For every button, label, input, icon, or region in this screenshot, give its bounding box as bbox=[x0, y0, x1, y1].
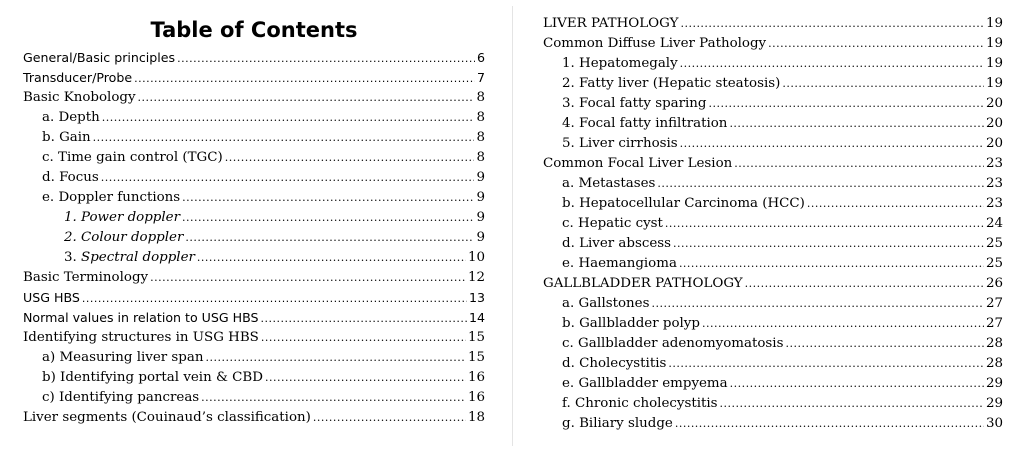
dot-leader bbox=[138, 88, 475, 108]
toc-entry[interactable] bbox=[543, 94, 1003, 114]
dot-leader bbox=[680, 14, 984, 34]
toc-entry[interactable] bbox=[543, 314, 1003, 334]
toc-entry[interactable] bbox=[23, 108, 485, 128]
dot-leader bbox=[675, 414, 984, 434]
dot-leader bbox=[668, 354, 984, 374]
toc-entry[interactable] bbox=[23, 88, 485, 108]
toc-entry[interactable] bbox=[23, 328, 485, 348]
dot-leader bbox=[261, 309, 467, 329]
dot-leader bbox=[313, 408, 466, 428]
toc-entry[interactable] bbox=[543, 54, 1003, 74]
dot-leader bbox=[182, 188, 474, 208]
toc-entry[interactable] bbox=[23, 128, 485, 148]
toc-entry[interactable] bbox=[543, 354, 1003, 374]
toc-entry-label: 1. Hepatomegaly bbox=[562, 56, 678, 71]
toc-entry-page-number: 20 bbox=[985, 116, 1003, 131]
toc-entry-label: a. Depth bbox=[42, 110, 100, 125]
toc-entry-page-number: 8 bbox=[476, 130, 485, 145]
toc-entry-page-number: 9 bbox=[476, 230, 485, 245]
toc-entry-label: 2. Colour doppler bbox=[64, 230, 184, 245]
toc-entry-label: Common Focal Liver Lesion bbox=[543, 156, 733, 171]
toc-entry-label: General/Basic principles bbox=[23, 50, 176, 65]
toc-entry-page-number: 16 bbox=[467, 390, 485, 405]
dot-leader bbox=[729, 114, 984, 134]
dot-leader bbox=[745, 274, 984, 294]
toc-entry-page-number: 23 bbox=[985, 156, 1003, 171]
toc-entry-label: USG HBS bbox=[23, 290, 80, 305]
toc-entry-page-number: 14 bbox=[468, 310, 485, 325]
toc-entry-label: Basic Knobology bbox=[23, 90, 136, 105]
toc-entry-label: 4. Focal fatty infiltration bbox=[562, 116, 728, 131]
dot-leader bbox=[225, 148, 475, 168]
toc-entry-label: d. Cholecystitis bbox=[562, 356, 667, 371]
dot-leader bbox=[182, 208, 474, 228]
toc-entry-label: LIVER PATHOLOGY bbox=[543, 16, 679, 31]
toc-entry[interactable] bbox=[23, 348, 485, 368]
toc-entry-page-number: 29 bbox=[985, 376, 1003, 391]
toc-entry[interactable] bbox=[23, 408, 485, 428]
toc-entry[interactable] bbox=[23, 208, 485, 228]
dot-leader bbox=[265, 368, 466, 388]
toc-entry-page-number: 20 bbox=[985, 136, 1003, 151]
toc-entry-page-number: 30 bbox=[985, 416, 1003, 431]
toc-entry[interactable] bbox=[23, 228, 485, 248]
toc-entry[interactable] bbox=[543, 294, 1003, 314]
dot-leader bbox=[93, 128, 475, 148]
toc-entry-page-number: 27 bbox=[985, 316, 1003, 331]
dot-leader bbox=[730, 374, 984, 394]
toc-entry-page-number: 19 bbox=[985, 76, 1003, 91]
dot-leader bbox=[205, 348, 465, 368]
dot-leader bbox=[201, 388, 466, 408]
toc-entry-page-number: 23 bbox=[985, 196, 1003, 211]
toc-entry-label: b. Gallbladder polyp bbox=[562, 316, 700, 331]
toc-entry[interactable] bbox=[543, 414, 1003, 434]
toc-entry-page-number: 19 bbox=[985, 56, 1003, 71]
toc-entry-label: 3. Spectral doppler bbox=[64, 250, 195, 265]
toc-left-list bbox=[23, 48, 485, 428]
dot-leader bbox=[709, 94, 984, 114]
toc-entry-label: Common Diffuse Liver Pathology bbox=[543, 36, 767, 51]
toc-entry[interactable] bbox=[543, 154, 1003, 174]
toc-entry-page-number: 8 bbox=[476, 110, 485, 125]
dot-leader bbox=[679, 254, 984, 274]
toc-entry[interactable] bbox=[543, 254, 1003, 274]
toc-entry-label: 1. Power doppler bbox=[64, 210, 180, 225]
toc-entry-page-number: 15 bbox=[467, 330, 485, 345]
dot-leader bbox=[673, 234, 984, 254]
toc-entry[interactable] bbox=[543, 74, 1003, 94]
dot-leader bbox=[768, 34, 984, 54]
dot-leader bbox=[665, 214, 984, 234]
dot-leader bbox=[134, 69, 475, 89]
toc-entry-page-number: 13 bbox=[468, 290, 485, 305]
dot-leader bbox=[102, 108, 475, 128]
toc-entry-label: e. Gallbladder empyema bbox=[562, 376, 728, 391]
toc-entry-page-number: 28 bbox=[985, 356, 1003, 371]
toc-entry-page-number: 7 bbox=[476, 70, 485, 85]
toc-entry-page-number: 19 bbox=[985, 16, 1003, 31]
toc-entry-label: a. Gallstones bbox=[562, 296, 650, 311]
toc-entry[interactable] bbox=[23, 388, 485, 408]
toc-entry[interactable] bbox=[23, 368, 485, 388]
toc-entry-label: c) Identifying pancreas bbox=[42, 390, 200, 405]
toc-entry-label: a. Metastases bbox=[562, 176, 656, 191]
toc-entry-label: c. Gallbladder adenomyomatosis bbox=[562, 336, 784, 351]
toc-entry[interactable] bbox=[23, 68, 485, 88]
column-divider bbox=[512, 6, 513, 446]
toc-entry-page-number: 9 bbox=[476, 170, 485, 185]
toc-entry-label: 2. Fatty liver (Hepatic steatosis) bbox=[562, 76, 781, 91]
toc-entry[interactable] bbox=[543, 114, 1003, 134]
toc-entry[interactable] bbox=[23, 188, 485, 208]
toc-entry-label: GALLBLADDER PATHOLOGY bbox=[543, 276, 743, 291]
dot-leader bbox=[197, 248, 466, 268]
toc-entry[interactable] bbox=[543, 274, 1003, 294]
toc-entry-page-number: 28 bbox=[985, 336, 1003, 351]
dot-leader bbox=[734, 154, 984, 174]
dot-leader bbox=[101, 168, 475, 188]
toc-entry-label: c. Hepatic cyst bbox=[562, 216, 663, 231]
dot-leader bbox=[261, 328, 466, 348]
toc-entry-page-number: 24 bbox=[985, 216, 1003, 231]
toc-entry-page-number: 8 bbox=[476, 150, 485, 165]
toc-entry-page-number: 10 bbox=[467, 250, 485, 265]
toc-entry[interactable] bbox=[23, 248, 485, 268]
dot-leader bbox=[150, 268, 466, 288]
toc-entry-label: a) Measuring liver span bbox=[42, 350, 204, 365]
toc-entry[interactable] bbox=[543, 394, 1003, 414]
toc-entry-label: Normal values in relation to USG HBS bbox=[23, 310, 259, 325]
toc-entry-page-number: 15 bbox=[467, 350, 485, 365]
toc-entry-label: d. Liver abscess bbox=[562, 236, 672, 251]
toc-entry[interactable] bbox=[23, 288, 485, 308]
dot-leader bbox=[720, 394, 984, 414]
toc-entry-page-number: 20 bbox=[985, 96, 1003, 111]
toc-entry-page-number: 23 bbox=[985, 176, 1003, 191]
toc-entry-label: e. Doppler functions bbox=[42, 190, 181, 205]
toc-entry-label: g. Biliary sludge bbox=[562, 416, 673, 431]
toc-left-column bbox=[23, 14, 485, 428]
toc-entry-label: 3. Focal fatty sparing bbox=[562, 96, 707, 111]
toc-entry[interactable] bbox=[23, 148, 485, 168]
toc-entry[interactable] bbox=[23, 308, 485, 328]
toc-entry-page-number: 6 bbox=[476, 50, 485, 65]
toc-entry[interactable] bbox=[23, 168, 485, 188]
toc-entry-label: b. Gain bbox=[42, 130, 91, 145]
toc-entry[interactable] bbox=[543, 214, 1003, 234]
toc-entry-label: 5. Liver cirrhosis bbox=[562, 136, 678, 151]
toc-entry-label: Transducer/Probe bbox=[23, 70, 133, 85]
toc-entry-page-number: 19 bbox=[985, 36, 1003, 51]
toc-entry-label: Identifying structures in USG HBS bbox=[23, 330, 259, 345]
dot-leader bbox=[785, 334, 983, 354]
dot-leader bbox=[702, 314, 984, 334]
toc-entry-page-number: 18 bbox=[467, 410, 485, 425]
toc-entry[interactable] bbox=[543, 134, 1003, 154]
toc-entry-page-number: 25 bbox=[985, 256, 1003, 271]
toc-entry[interactable] bbox=[543, 174, 1003, 194]
toc-entry[interactable] bbox=[23, 48, 485, 68]
toc-entry[interactable] bbox=[543, 234, 1003, 254]
toc-entry-page-number: 25 bbox=[985, 236, 1003, 251]
page-title: Table of Contents bbox=[150, 18, 358, 42]
dot-leader bbox=[680, 54, 984, 74]
toc-entry-page-number: 26 bbox=[985, 276, 1003, 291]
dot-leader bbox=[651, 294, 983, 314]
toc-right-column bbox=[543, 14, 1003, 434]
dot-leader bbox=[657, 174, 984, 194]
toc-entry-label: c. Time gain control (TGC) bbox=[42, 150, 223, 165]
dot-leader bbox=[177, 49, 475, 69]
toc-entry-page-number: 29 bbox=[985, 396, 1003, 411]
toc-right-list bbox=[543, 14, 1003, 434]
dot-leader bbox=[82, 289, 467, 309]
toc-entry-label: Liver segments (Couinaud’s classification) bbox=[23, 410, 311, 425]
toc-entry-page-number: 9 bbox=[476, 190, 485, 205]
dot-leader bbox=[782, 74, 984, 94]
toc-entry-label: b) Identifying portal vein & CBD bbox=[42, 370, 263, 385]
toc-entry[interactable] bbox=[543, 374, 1003, 394]
toc-entry[interactable] bbox=[543, 14, 1003, 34]
toc-entry[interactable] bbox=[543, 334, 1003, 354]
toc-entry-page-number: 16 bbox=[467, 370, 485, 385]
toc-entry-page-number: 9 bbox=[476, 210, 485, 225]
toc-entry[interactable] bbox=[543, 194, 1003, 214]
toc-entry-label: d. Focus bbox=[42, 170, 99, 185]
toc-entry-page-number: 27 bbox=[985, 296, 1003, 311]
toc-entry-label: Basic Terminology bbox=[23, 270, 149, 285]
dot-leader bbox=[680, 134, 984, 154]
toc-entry-label: e. Haemangioma bbox=[562, 256, 677, 271]
toc-entry-label: b. Hepatocellular Carcinoma (HCC) bbox=[562, 196, 805, 211]
dot-leader bbox=[185, 228, 474, 248]
toc-entry-page-number: 12 bbox=[467, 270, 485, 285]
toc-entry-page-number: 8 bbox=[476, 90, 485, 105]
toc-entry-label: f. Chronic cholecystitis bbox=[562, 396, 718, 411]
toc-entry[interactable] bbox=[543, 34, 1003, 54]
toc-entry[interactable] bbox=[23, 268, 485, 288]
dot-leader bbox=[807, 194, 984, 214]
